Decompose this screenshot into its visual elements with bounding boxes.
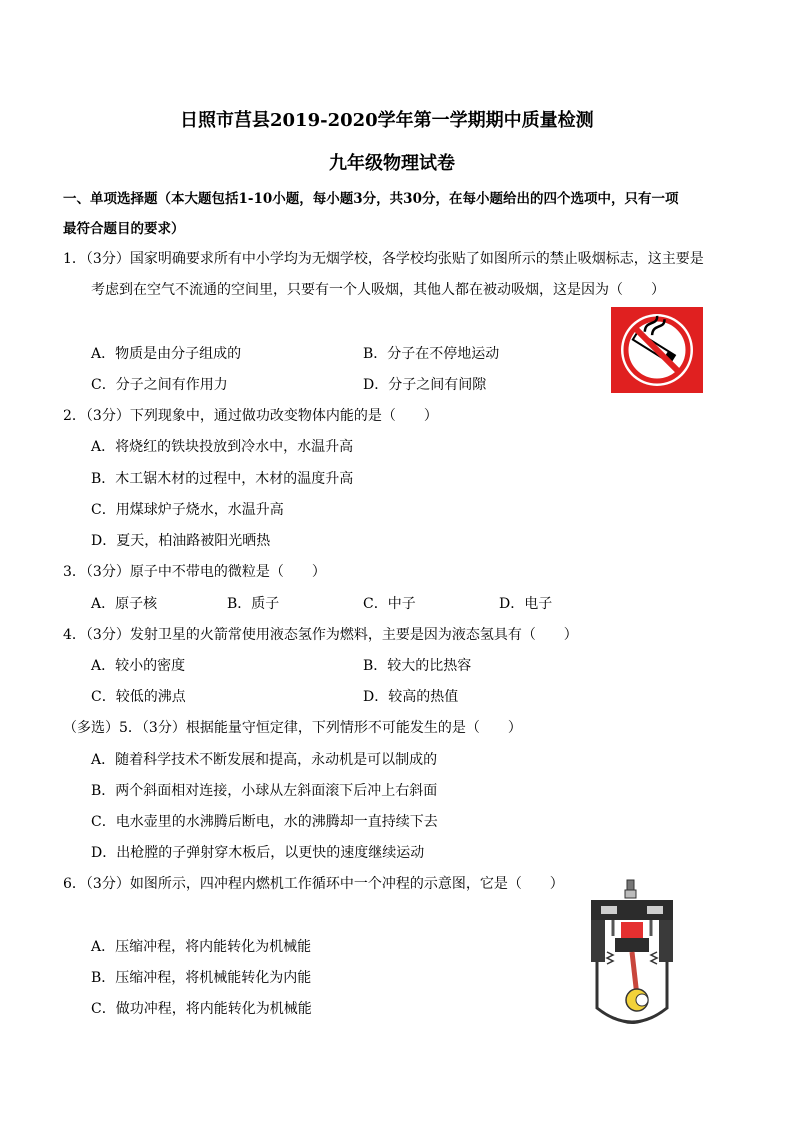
four-stroke-engine-diagram-icon [587, 878, 677, 1033]
question-3-option-a[interactable]: A．原子核 [91, 596, 158, 612]
question-1-option-d[interactable]: D．分子之间有间隙 [363, 377, 487, 393]
section-header-line2: 最符合题目的要求） [63, 221, 185, 237]
question-5-option-c[interactable]: C．电水壶里的水沸腾后断电，水的沸腾却一直持续下去 [91, 814, 438, 830]
question-1-option-a[interactable]: A．物质是由分子组成的 [91, 346, 242, 362]
question-3-option-c[interactable]: C．中子 [363, 596, 416, 612]
question-6-option-b[interactable]: B．压缩冲程，将机械能转化为内能 [91, 970, 312, 986]
question-1-stem-line2: 考虑到在空气不流通的空间里，只要有一个人吸烟，其他人都在被动吸烟，这是因为（ ） [91, 282, 665, 298]
question-5-option-b[interactable]: B．两个斜面相对连接，小球从左斜面滚下后冲上右斜面 [91, 783, 438, 799]
section-header-line1: 一、单项选择题（本大题包括1-10小题，每小题3分，共30分，在每小题给出的四个选项中，只有一项 [63, 191, 679, 207]
question-3-option-d[interactable]: D．电子 [499, 596, 553, 612]
question-6-stem: 6．（3分）如图所示，四冲程内燃机工作循环中一个冲程的示意图，它是（ ） [63, 876, 564, 892]
question-2-option-b[interactable]: B．木工锯木材的过程中，木材的温度升高 [91, 471, 354, 487]
exam-title: 日照市莒县2019-2020学年第一学期期中质量检测 [180, 110, 594, 131]
question-6-option-a[interactable]: A．压缩冲程，将内能转化为机械能 [91, 939, 312, 955]
question-2-option-c[interactable]: C．用煤球炉子烧水，水温升高 [91, 502, 284, 518]
question-6-option-c[interactable]: C．做功冲程，将内能转化为机械能 [91, 1001, 312, 1017]
question-3-stem: 3．（3分）原子中不带电的微粒是（ ） [63, 564, 326, 580]
exam-subtitle: 九年级物理试卷 [329, 153, 455, 174]
question-1-stem-line1: 1．（3分）国家明确要求所有中小学均为无烟学校，各学校均张贴了如图所示的禁止吸烟标志，这主要是 [63, 251, 704, 267]
question-2-option-a[interactable]: A．将烧红的铁块投放到冷水中，水温升高 [91, 439, 354, 455]
question-4-option-b[interactable]: B．较大的比热容 [363, 658, 472, 674]
question-3-option-b[interactable]: B．质子 [227, 596, 280, 612]
no-smoking-sign-icon [611, 307, 703, 393]
question-1-option-b[interactable]: B．分子在不停地运动 [363, 346, 500, 362]
question-5-option-d[interactable]: D．出枪膛的子弹射穿木板后，以更快的速度继续运动 [91, 845, 425, 861]
question-4-stem: 4．（3分）发射卫星的火箭常使用液态氢作为燃料，主要是因为液态氢具有（ ） [63, 627, 578, 643]
question-4-option-c[interactable]: C．较低的沸点 [91, 689, 186, 705]
question-1-option-c[interactable]: C．分子之间有作用力 [91, 377, 228, 393]
question-5-option-a[interactable]: A．随着科学技术不断发展和提高，永动机是可以制成的 [91, 752, 438, 768]
question-2-option-d[interactable]: D．夏天，柏油路被阳光晒热 [91, 533, 271, 549]
question-4-option-d[interactable]: D．较高的热值 [363, 689, 459, 705]
question-2-stem: 2．（3分）下列现象中，通过做功改变物体内能的是（ ） [63, 408, 438, 424]
question-5-stem: （多选）5．（3分）根据能量守恒定律，下列情形不可能发生的是（ ） [63, 720, 522, 736]
question-4-option-a[interactable]: A．较小的密度 [91, 658, 186, 674]
